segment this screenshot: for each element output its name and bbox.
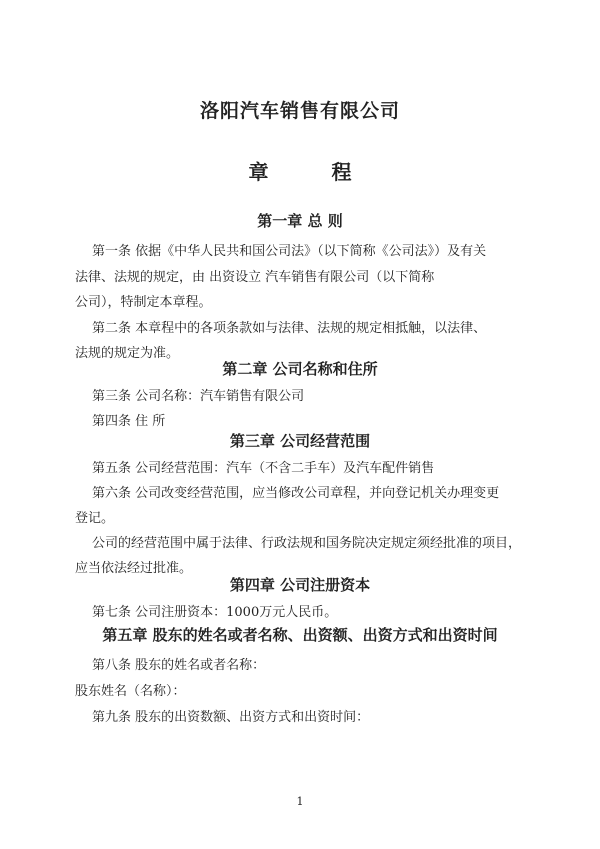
article-1-line-3: 公司），特制定本章程。 — [75, 295, 212, 310]
article-4: 第四条 住 所 — [92, 414, 166, 429]
article-8-shareholder-name: 股东姓名（名称）： — [75, 684, 186, 699]
article-1-line-2: 法律、法规的规定，由 出资设立 汽车销售有限公司（以下简称 — [75, 270, 435, 285]
company-name-title: 洛阳汽车销售有限公司 — [199, 100, 400, 122]
article-2-line-1: 第二条 本章程中的各项条款如与法律、法规的规定相抵触，以法律、 — [92, 321, 487, 336]
article-2-line-2: 法规的规定为准。 — [75, 346, 180, 361]
article-6-line-2: 登记。 — [75, 511, 115, 526]
document-title: 章 程 — [248, 160, 380, 184]
chapter-2-heading: 第二章 公司名称和住所 — [222, 360, 378, 378]
article-5: 第五条 公司经营范围：汽车（不含二手车）及汽车配件销售 — [92, 461, 435, 476]
article-3: 第三条 公司名称：汽车销售有限公司 — [92, 389, 305, 404]
article-6-line-1: 第六条 公司改变经营范围，应当修改公司章程，并向登记机关办理变更 — [92, 486, 500, 501]
chapter-4-heading: 第四章 公司注册资本 — [229, 576, 371, 594]
chapter-3-heading: 第三章 公司经营范围 — [229, 432, 371, 450]
page-number: 1 — [296, 795, 304, 808]
scope-note-line-2: 应当依法经过批准。 — [75, 561, 193, 576]
article-9: 第九条 股东的出资数额、出资方式和出资时间： — [92, 710, 370, 725]
article-7: 第七条 公司注册资本：1000万元人民币。 — [92, 605, 338, 620]
chapter-1-heading: 第一章 总 则 — [257, 212, 343, 230]
scope-note-line-1: 公司的经营范围中属于法律、行政法规和国务院决定规定须经批准的项目， — [92, 536, 522, 551]
article-8: 第八条 股东的姓名或者名称： — [92, 658, 266, 673]
chapter-5-heading: 第五章 股东的姓名或者名称、出资额、出资方式和出资时间 — [102, 626, 498, 644]
article-1-line-1: 第一条 依据《中华人民共和国公司法》（以下简称《公司法》）及有关 — [92, 244, 487, 259]
